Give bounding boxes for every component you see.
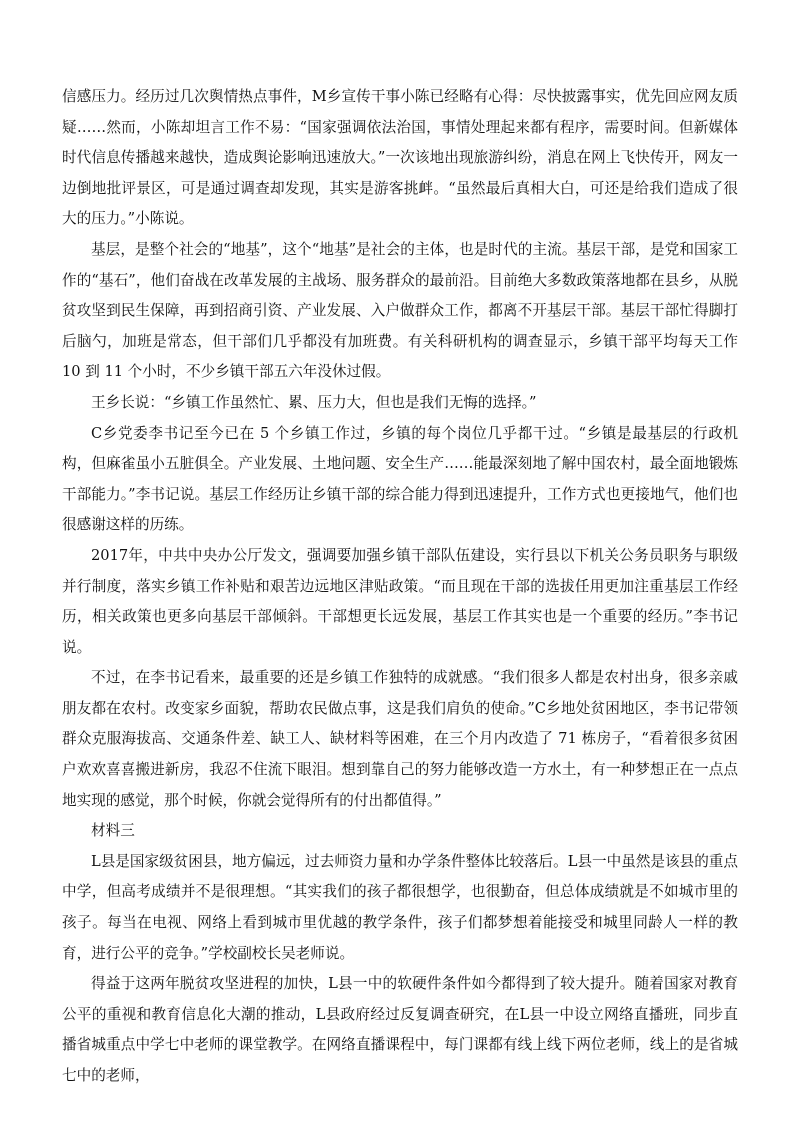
paragraph-grassroots: 基层，是整个社会的“地基”，这个“地基”是社会的主体，也是时代的主流。基层干部，是党和国家工作的“基石”，他们奋战在改革发展的主战场、服务群众的最前沿。目前绝大多数政策落地都在县乡，从脱贫攻坚到民生保障，再到招商引资、产业发展、入户做群众工作，都离不开基层干部。基层干部忙得脚打后脑勺，加班是常态，但干部们几乎都没有加班费。有关科研机构的调查显示，乡镇干部平均每天工作 10 到 11 个小时，不少乡镇干部五六年没休过假。 xyxy=(62,240,738,381)
section-heading-material-three: 材料三 xyxy=(91,822,135,840)
paragraph-secretary-li: C乡党委李书记至今已在 5 个乡镇工作过，乡镇的每个岗位几乎都干过。“乡镇是最基层的行政机构，但麻雀虽小五脏俱全。产业发展、土地问题、安全生产……能最深刻地了解中国农村，最全面地锻炼干部能力。”李书记说。基层工作经历让乡镇干部的综合能力得到迅速提升，工作方式也更接地气，他们也很感谢这样的历练。 xyxy=(62,424,738,534)
paragraph-continued: 信感压力。经历过几次舆情热点事件，M乡宣传干事小陈已经略有心得：尽快披露事实，优先回应网友质疑……然而，小陈却坦言工作不易：“国家强调依法治国，事情处理起来都有程序，需要时间。但新媒体时代信息传播越来越快，造成舆论影响迅速放大。”一次该地出现旅游纠纷，消息在网上飞快传开，网友一边倒地批评景区，可是通过调查却发现，其实是游客挑衅。“虽然最后真相大白，可还是给我们造成了很大的压力。”小陈说。 xyxy=(62,88,738,228)
paragraph-sense-of-achievement: 不过，在李书记看来，最重要的还是乡镇工作独特的成就感。“我们很多人都是农村出身，很多亲戚朋友都在农村。改变家乡面貌，帮助农民做点事，这是我们肩负的使命。”C乡地处贫困地区，李书记带领群众克服海拔高、交通条件差、缺工人、缺材料等困难，在三个月内改造了 71 栋房子，“看着很多贫困户欢欢喜喜搬进新房，我忍不住流下眼泪。想到靠自己的努力能够改造一方水土，有一种梦想正在一点点地实现的感觉，那个时候，你就会觉得所有的付出都值得。” xyxy=(62,669,738,809)
paragraph-2017-policy: 2017年，中共中央办公厅发文，强调要加强乡镇干部队伍建设，实行县以下机关公务员职务与职级并行制度，落实乡镇工作补贴和艰苦边远地区津贴政策。“而且现在干部的选拔任用更加注重基层工作经历，相关政策也更多向基层干部倾斜。干部想更长远发展，基层工作其实也是一个重要的经历。”李书记说。 xyxy=(62,546,738,656)
document-body xyxy=(62,82,738,1092)
paragraph-township-head-quote: 王乡长说：“乡镇工作虽然忙、累、压力大，但也是我们无悔的选择。” xyxy=(91,393,537,411)
paragraph-live-class: 得益于这两年脱贫攻坚进程的加快，L县一中的软硬件条件如今都得到了较大提升。随着国家对教育公平的重视和教育信息化大潮的推动，L县政府经过反复调查研究，在L县一中设立网络直播班，同步直播省城重点中学七中老师的课堂教学。在网络直播课程中，每门课都有线上线下两位老师，线上的是省城七中的老师， xyxy=(62,975,738,1084)
paragraph-l-county: L县是国家级贫困县，地方偏远，过去师资力量和办学条件整体比较落后。L县一中虽然是该县的重点中学，但高考成绩并不是很理想。“其实我们的孩子都很想学，也很勤奋，但总体成绩就是不如城市里的孩子。每当在电视、网络上看到城市里优越的教学条件，孩子们都梦想着能接受和城里同龄人一样的教育，进行公平的竞争。”学校副校长吴老师说。 xyxy=(62,852,738,962)
